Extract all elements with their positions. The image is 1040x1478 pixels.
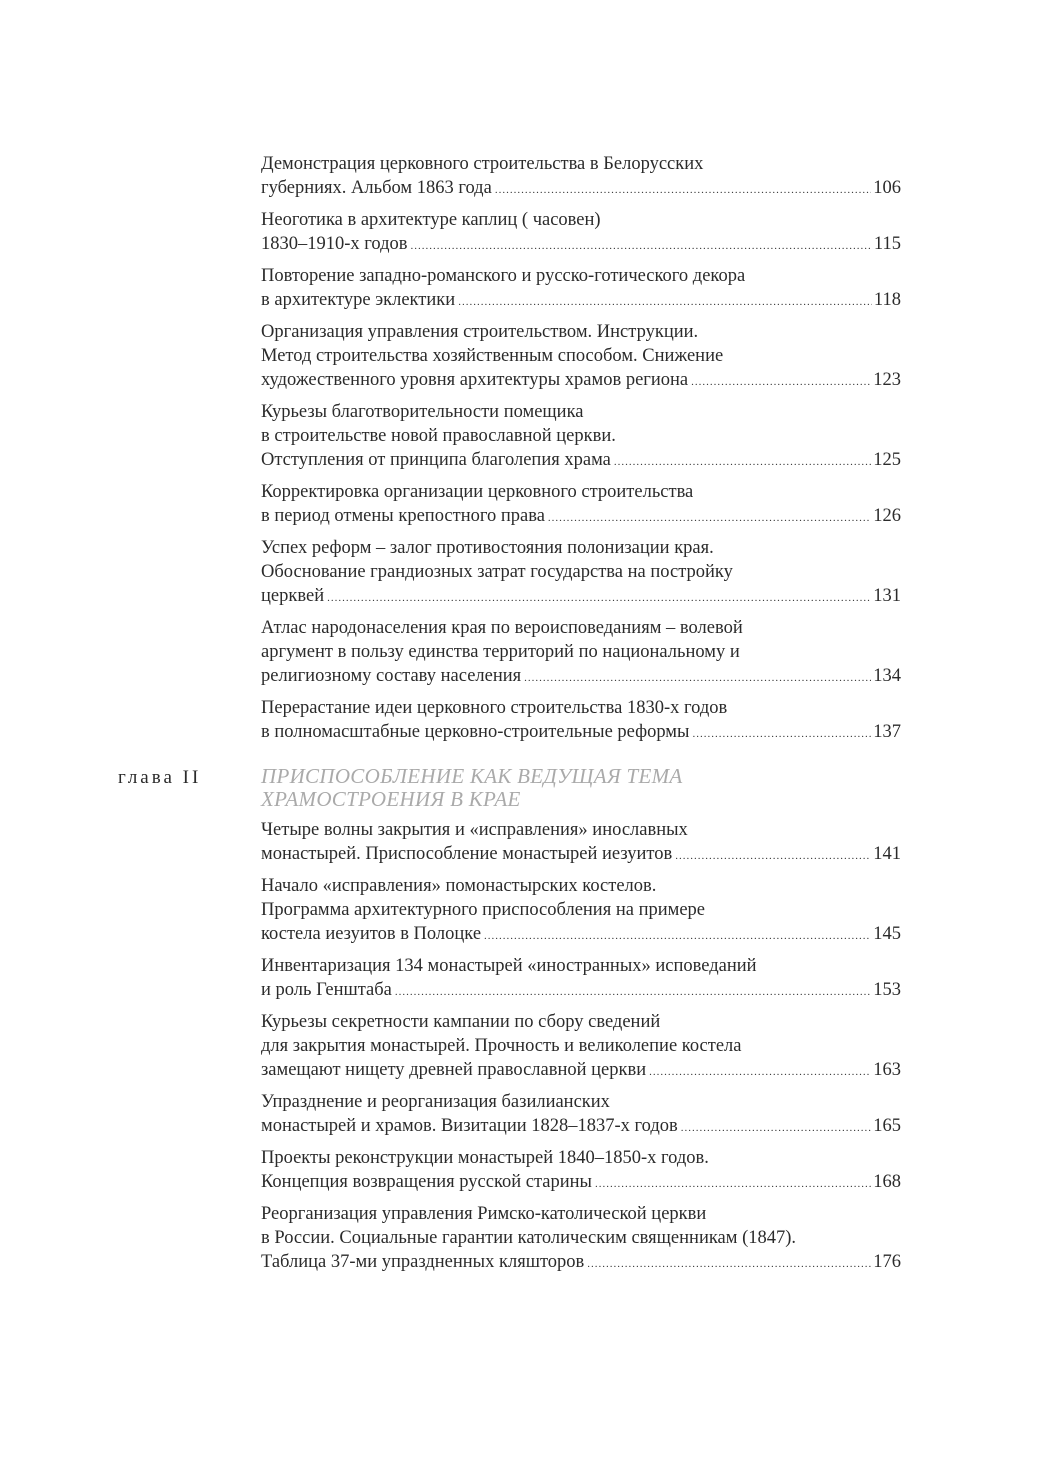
toc-entry-line: Неоготика в архитектуре каплиц ( часовен) xyxy=(261,210,601,230)
page-number: 123 xyxy=(873,370,901,390)
toc-entry-line: губерниях. Альбом 1863 года xyxy=(261,178,492,198)
toc-entry xyxy=(261,954,901,1004)
dot-leader xyxy=(411,234,872,258)
toc-entry-line: Организация управления строительством. Инструкции. xyxy=(261,322,699,342)
dot-leader xyxy=(614,450,871,474)
toc-entry xyxy=(261,818,901,868)
toc-entry-last-line xyxy=(261,584,901,610)
toc-entry-last-line xyxy=(261,288,901,314)
toc-entry xyxy=(261,1090,901,1140)
toc-entry-line: Упразднение и реорганизация базилианских xyxy=(261,1092,610,1112)
page-number: 134 xyxy=(873,666,901,686)
toc-list-top xyxy=(261,152,901,752)
dot-leader xyxy=(395,980,871,1004)
toc-entry-line: в строительстве новой православной церкви. xyxy=(261,426,616,446)
toc-entry-line: в архитектуре эклектики xyxy=(261,290,456,310)
page-number: 118 xyxy=(873,290,901,310)
chapter-title-line: ХРАМОСТРОЕНИЯ В КРАЕ xyxy=(261,787,521,811)
toc-entry xyxy=(261,1202,901,1276)
toc-entry-line: Реорганизация управления Римско-католической церкви xyxy=(261,1204,707,1224)
chapter-title-line: ПРИСПОСОБЛЕНИЕ КАК ВЕДУЩАЯ ТЕМА xyxy=(261,764,683,788)
toc-entry xyxy=(261,320,901,394)
toc-entry xyxy=(261,1010,901,1084)
toc-entry-line: художественного уровня архитектуры храмов региона xyxy=(261,370,689,390)
toc-entry-line: монастырей. Приспособление монастырей иезуитов xyxy=(261,844,673,864)
dot-leader xyxy=(587,1252,871,1276)
toc-entry-line: монастырей и храмов. Визитации 1828–1837-х годов xyxy=(261,1116,678,1136)
toc-entry xyxy=(261,264,901,314)
page-number: 176 xyxy=(873,1252,901,1272)
page-number: 126 xyxy=(873,506,901,526)
toc-entry xyxy=(261,874,901,948)
dot-leader xyxy=(548,506,871,530)
page-number: 115 xyxy=(873,234,901,254)
toc-entry-line: Демонстрация церковного строительства в Белорусских xyxy=(261,154,704,174)
chapter-title xyxy=(261,765,861,811)
toc-entry-last-line xyxy=(261,978,901,1004)
toc-entry xyxy=(261,152,901,202)
toc-entry-last-line xyxy=(261,504,901,530)
toc-entry-line: Курьезы секретности кампании по сбору сведений xyxy=(261,1012,661,1032)
dot-leader xyxy=(327,586,871,610)
toc-entry-line: для закрытия монастырей. Прочность и великолепие костела xyxy=(261,1036,742,1056)
toc-entry-line: в России. Социальные гарантии католическим священникам (1847). xyxy=(261,1228,797,1248)
toc-entry-line: церквей xyxy=(261,586,325,606)
page-number: 106 xyxy=(873,178,901,198)
toc-entry-line: 1830–1910-х годов xyxy=(261,234,408,254)
toc-entry xyxy=(261,480,901,530)
toc-entry-line: Четыре волны закрытия и «исправления» инославных xyxy=(261,820,688,840)
chapter-label: глава II xyxy=(118,767,202,788)
dot-leader xyxy=(595,1172,871,1196)
toc-entry-line: в период отмены крепостного права xyxy=(261,506,545,526)
toc-entry-line: Метод строительства хозяйственным способом. Снижение xyxy=(261,346,724,366)
toc-entry xyxy=(261,536,901,610)
toc-entry-last-line xyxy=(261,232,901,258)
page-number: 125 xyxy=(873,450,901,470)
page-number: 131 xyxy=(873,586,901,606)
toc-entry-last-line xyxy=(261,1250,901,1276)
page-number: 137 xyxy=(873,722,901,742)
toc-entry-line: аргумент в пользу единства территорий по национальному и xyxy=(261,642,740,662)
dot-leader xyxy=(524,666,871,690)
page-number: 165 xyxy=(873,1116,901,1136)
dot-leader xyxy=(495,178,871,202)
toc-entry-line: Курьезы благотворительности помещика xyxy=(261,402,584,422)
toc-entry-last-line xyxy=(261,1170,901,1196)
toc-entry-line: Программа архитектурного приспособления на примере xyxy=(261,900,706,920)
toc-entry xyxy=(261,616,901,690)
toc-entry-line: Инвентаризация 134 монастырей «иностранных» исповеданий xyxy=(261,956,757,976)
toc-entry-line: Таблица 37-ми упраздненных кляшторов xyxy=(261,1252,585,1272)
toc-entry xyxy=(261,1146,901,1196)
dot-leader xyxy=(649,1060,871,1084)
page-number: 145 xyxy=(873,924,901,944)
toc-entry xyxy=(261,400,901,474)
toc-entry-line: Корректировка организации церковного строительства xyxy=(261,482,694,502)
toc-entry-line: Перерастание идеи церковного строительства 1830-х годов xyxy=(261,698,728,718)
dot-leader xyxy=(458,290,872,314)
toc-entry-line: Отступления от принципа благолепия храма xyxy=(261,450,611,470)
dot-leader xyxy=(675,844,871,868)
toc-entry-last-line xyxy=(261,922,901,948)
page-number: 153 xyxy=(873,980,901,1000)
toc-entry-line: религиозному составу населения xyxy=(261,666,522,686)
toc-entry-last-line xyxy=(261,176,901,202)
toc-entry-last-line xyxy=(261,1058,901,1084)
toc-entry-line: и роль Генштаба xyxy=(261,980,392,1000)
toc-entry-line: в полномасштабные церковно-строительные реформы xyxy=(261,722,690,742)
toc-entry-line: Обоснование грандиозных затрат государства на постройку xyxy=(261,562,733,582)
toc-entry xyxy=(261,696,901,746)
toc-entry-line: Атлас народонаселения края по вероисповеданиям – волевой xyxy=(261,618,743,638)
toc-entry-last-line xyxy=(261,842,901,868)
page-number: 141 xyxy=(873,844,901,864)
toc-entry xyxy=(261,208,901,258)
page-number: 168 xyxy=(873,1172,901,1192)
toc-entry-line: костела иезуитов в Полоцке xyxy=(261,924,482,944)
dot-leader xyxy=(681,1116,871,1140)
toc-entry-last-line xyxy=(261,720,901,746)
toc-entry-line: замещают нищету древней православной церкви xyxy=(261,1060,647,1080)
toc-entry-line: Успех реформ – залог противостояния полонизации края. xyxy=(261,538,714,558)
toc-entry-line: Повторение западно-романского и русско-готического декора xyxy=(261,266,746,286)
toc-entry-line: Начало «исправления» помонастырских костелов. xyxy=(261,876,657,896)
toc-entry-last-line xyxy=(261,448,901,474)
dot-leader xyxy=(692,722,871,746)
dot-leader xyxy=(484,924,871,948)
toc-entry-last-line xyxy=(261,1114,901,1140)
toc-entry-last-line xyxy=(261,368,901,394)
toc-entry-last-line xyxy=(261,664,901,690)
toc-entry-line: Концепция возвращения русской старины xyxy=(261,1172,592,1192)
dot-leader xyxy=(691,370,871,394)
toc-entry-line: Проекты реконструкции монастырей 1840–1850-х годов. xyxy=(261,1148,709,1168)
toc-list-bottom xyxy=(261,818,901,1282)
page-number: 163 xyxy=(873,1060,901,1080)
